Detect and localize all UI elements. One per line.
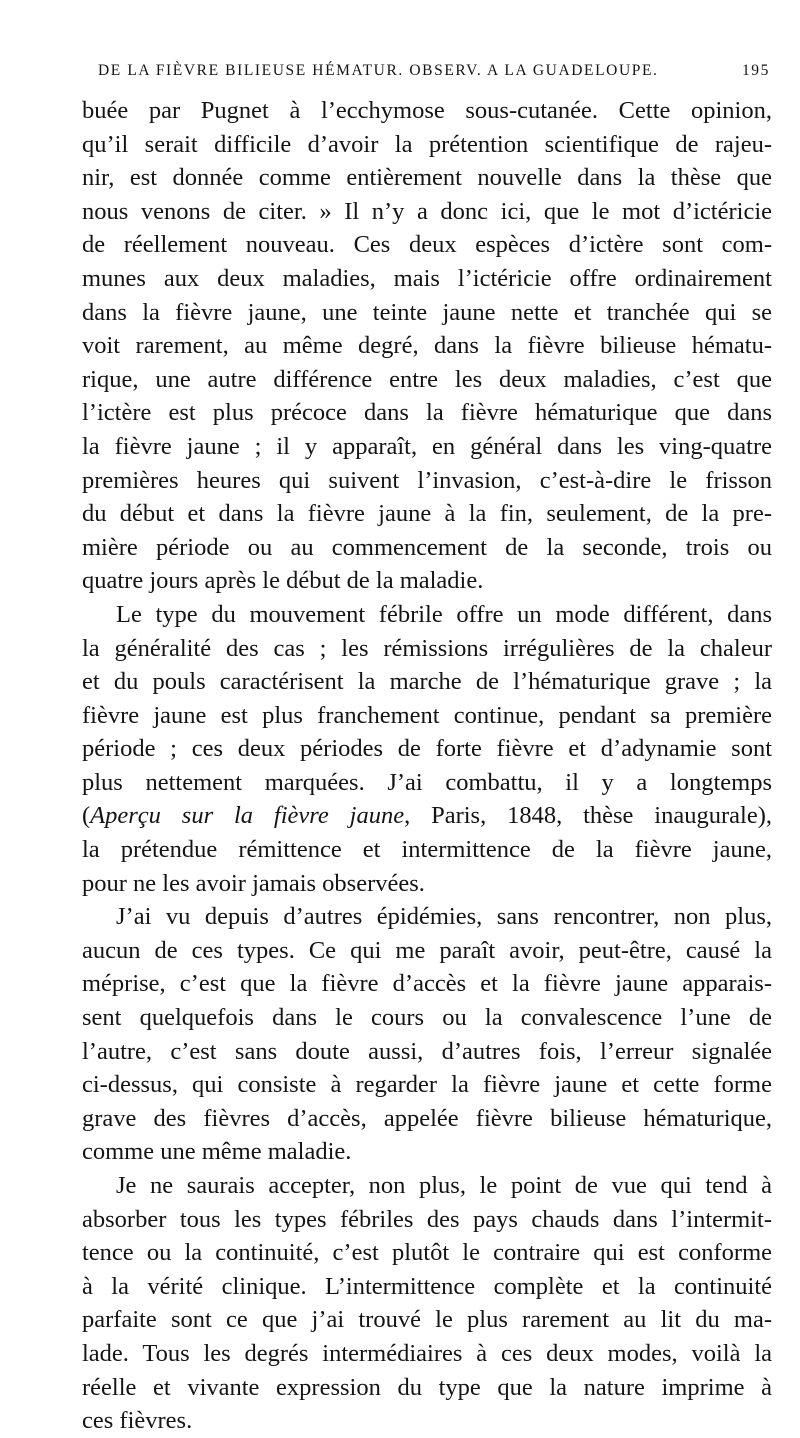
text-line: réelle et vivante expression du type que la nature imprime à	[82, 1373, 772, 1401]
citation-line	[82, 799, 772, 833]
text-line: mière période ou au commencement de la seconde, trois ou	[82, 533, 772, 561]
paragraph-end-line: comme une même maladie.	[82, 1138, 352, 1166]
text-line: qu’il serait difficile d’avoir la prétention scientifique de rajeu-	[82, 130, 772, 158]
text-line: dans la fièvre jaune, une teinte jaune nette et tranchée qui se	[82, 298, 772, 326]
text-line: du début et dans la fièvre jaune à la fin, seulement, de la pre-	[82, 500, 772, 528]
text-line: et du pouls caractérisent la marche de l’hématurique grave ; la	[82, 668, 772, 696]
text-line: de réellement nouveau. Ces deux espèces d’ictère sont com-	[82, 231, 772, 259]
text-line: la fièvre jaune ; il y apparaît, en général dans les ving-quatre	[82, 432, 772, 460]
paragraph-end-line: quatre jours après le début de la maladie.	[82, 567, 484, 595]
text-line: nous venons de citer. » Il n’y a donc ici, que le mot d’ictéricie	[82, 197, 772, 225]
text-line: parfaite sont ce que j’ai trouvé le plus rarement au lit du ma-	[82, 1306, 772, 1334]
text-line: l’ictère est plus précoce dans la fièvre hématurique que dans	[82, 399, 772, 427]
text-line: ci-dessus, qui consiste à regarder la fièvre jaune et cette forme	[82, 1071, 772, 1099]
text-line: munes aux deux maladies, mais l’ictéricie offre ordinairement	[82, 264, 772, 292]
paragraph-start-line: Je ne saurais accepter, non plus, le point de vue qui tend à	[116, 1172, 772, 1199]
text-line: période ; ces deux périodes de forte fièvre et d’adynamie sont	[82, 735, 772, 763]
page-number: 195	[741, 62, 770, 79]
paragraph-start-line: J’ai vu depuis d’autres épidémies, sans rencontrer, non plus,	[116, 903, 772, 931]
text-line: l’autre, c’est sans doute aussi, d’autres fois, l’erreur signalée	[82, 1037, 772, 1065]
body-text	[82, 94, 772, 1438]
text-line: tence ou la continuité, c’est plutôt le contraire qui est conforme	[82, 1239, 772, 1267]
cited-title: Aperçu sur la fièvre jaune	[90, 802, 405, 830]
text-line: la généralité des cas ; les rémissions irrégulières de la chaleur	[82, 634, 772, 662]
text-line: lade. Tous les degrés intermédiaires à ces deux modes, voilà la	[82, 1339, 772, 1367]
text-line: absorber tous les types fébriles des pays chauds dans l’intermit-	[82, 1205, 772, 1233]
text-line: rique, une autre différence entre les deux maladies, c’est que	[82, 365, 772, 393]
running-head-title: DE LA FIÈVRE BILIEUSE HÉMATUR. OBSERV. A LA GUADELOUPE.	[98, 62, 659, 79]
text-line: voit rarement, au même degré, dans la fièvre bilieuse hématu-	[82, 332, 772, 360]
citation-details: , Paris, 1848, thèse inaugurale),	[404, 802, 772, 830]
text-line: plus nettement marquées. J’ai combattu, il y a longtemps	[82, 768, 772, 796]
citation-open-paren: (	[82, 802, 91, 830]
paragraph-end-line: pour ne les avoir jamais observées.	[82, 869, 425, 897]
paragraph-end-line: ces fièvres.	[82, 1407, 193, 1435]
text-line: buée par Pugnet à l’ecchymose sous-cutanée. Cette opinion,	[82, 97, 772, 124]
running-head	[98, 62, 770, 86]
text-line: grave des fièvres d’accès, appelée fièvre bilieuse hématurique,	[82, 1104, 772, 1132]
text-line: sent quelquefois dans le cours ou la convalescence l’une de	[82, 1004, 772, 1032]
text-line: à la vérité clinique. L’intermittence complète et la continuité	[82, 1272, 772, 1300]
text-line: premières heures qui suivent l’invasion, c’est-à-dire le frisson	[82, 466, 772, 494]
text-line: la prétendue rémittence et intermittence de la fièvre jaune,	[82, 836, 772, 864]
text-line: aucun de ces types. Ce qui me paraît avoir, peut-être, causé la	[82, 936, 772, 964]
paragraph-start-line: Le type du mouvement fébrile offre un mode différent, dans	[116, 600, 772, 628]
text-line: nir, est donnée comme entièrement nouvelle dans la thèse que	[82, 164, 772, 192]
text-line: fièvre jaune est plus franchement continue, pendant sa première	[82, 701, 772, 729]
text-line: méprise, c’est que la fièvre d’accès et la fièvre jaune apparais-	[82, 970, 772, 998]
